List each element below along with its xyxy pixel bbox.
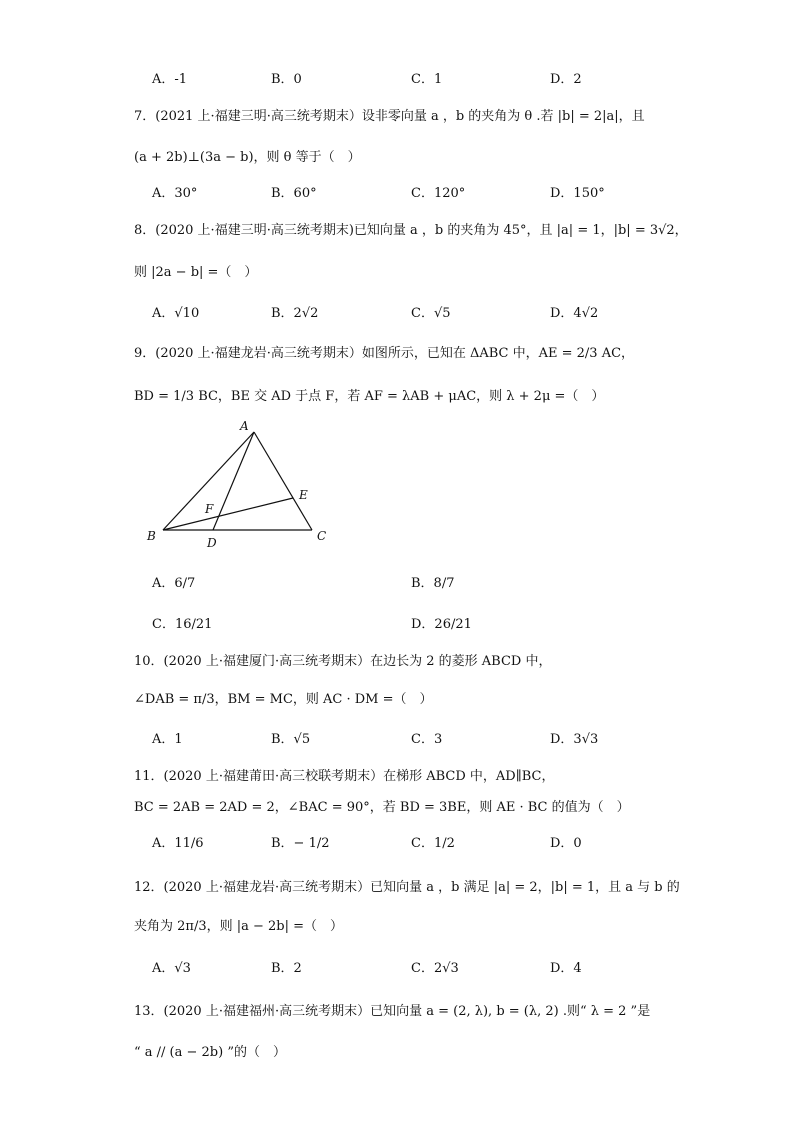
segment-ad [213, 432, 254, 530]
q12-options [0, 957, 794, 977]
q12-option-d: D．4 [550, 961, 582, 976]
q12-stem-line2: 夹角为 2π/3，则 |a − 2b| =（ ） [134, 919, 344, 934]
q13-stem-line1: 13．(2020 上·福建福州·高三统考期末）已知向量 a = (2, λ), b = (λ, 2) .则“ λ = 2 ”是 [134, 1004, 651, 1019]
q12-stem-line1: 12．(2020 上·福建龙岩·高三统考期末）已知向量 a ，b 满足 |a| = 2，|b| = 1，且 a 与 b 的 [134, 880, 680, 895]
q7-option-a: A．30° [152, 186, 198, 201]
q10-option-c: C．3 [411, 732, 443, 747]
label-a: A [240, 419, 249, 433]
side-ac [254, 432, 312, 530]
q11-option-c: C．1/2 [411, 836, 455, 851]
q7-option-b: B．60° [271, 186, 317, 201]
q12-option-c: C．2√3 [411, 961, 459, 976]
q6-options [0, 68, 794, 88]
label-b: B [147, 529, 156, 543]
q9-options-row2 [0, 613, 794, 633]
q9-stem-line1: 9．(2020 上·福建龙岩·高三统考期末）如图所示，已知在 ΔABC 中，AE = 2/3 AC， [134, 346, 635, 361]
q8-option-c: C．√5 [411, 306, 451, 321]
q10-option-a: A．1 [152, 732, 183, 747]
q11-option-b: B．− 1/2 [271, 836, 330, 851]
q7-option-d: D．150° [550, 186, 605, 201]
q9-option-d: D．26/21 [411, 617, 472, 632]
q10-option-d: D．3√3 [550, 732, 599, 747]
label-d: D [207, 536, 217, 550]
q6-option-a: A．-1 [152, 72, 188, 87]
label-f: F [205, 502, 214, 516]
q8-options [0, 302, 794, 322]
q8-option-b: B．2√2 [271, 306, 319, 321]
q9-option-c: C．16/21 [152, 617, 213, 632]
q6-option-c: C．1 [411, 72, 443, 87]
q7-option-c: C．120° [411, 186, 466, 201]
q10-options [0, 728, 794, 748]
q7-stem-line1: 7．(2021 上·福建三明·高三统考期末）设非零向量 a ，b 的夹角为 θ .若 |b| = 2|a|，且 [134, 109, 645, 124]
q10-stem-line1: 10．(2020 上·福建厦门·高三统考期末）在边长为 2 的菱形 ABCD 中， [134, 654, 552, 669]
q12-option-a: A．√3 [152, 961, 191, 976]
triangle-figure [140, 415, 340, 555]
q8-option-d: D．4√2 [550, 306, 599, 321]
q11-stem-line1: 11．(2020 上·福建莆田·高三校联考期末）在梯形 ABCD 中，AD∥BC， [134, 769, 555, 784]
q7-stem-line2: (a + 2b)⊥(3a − b)，则 θ 等于（ ） [134, 150, 361, 165]
q11-option-a: A．11/6 [152, 836, 204, 851]
label-c: C [317, 529, 327, 543]
q9-options-row1 [0, 572, 794, 592]
segment-be [163, 498, 293, 530]
q8-stem-line1: 8．(2020 上·福建三明·高三统考期末)已知向量 a ，b 的夹角为 45°，且 |a| = 1，|b| = 3√2， [134, 223, 688, 238]
label-e: E [299, 488, 308, 502]
q7-options [0, 182, 794, 202]
q10-option-b: B．√5 [271, 732, 311, 747]
q9-option-a: A．6/7 [152, 576, 196, 591]
q13-stem-line2: “ a // (a − 2b) ”的（ ） [134, 1045, 286, 1060]
q9-stem-line2: BD = 1/3 BC，BE 交 AD 于点 F，若 AF = λAB + μAC，则 λ + 2μ =（ ） [134, 389, 605, 404]
q11-option-d: D．0 [550, 836, 582, 851]
q8-stem-line2: 则 |2a − b| =（ ） [134, 265, 258, 280]
q9-option-b: B．8/7 [411, 576, 455, 591]
q6-option-b: B．0 [271, 72, 302, 87]
q10-stem-line2: ∠DAB = π/3，BM = MC，则 AC · DM =（ ） [134, 692, 433, 707]
q12-option-b: B．2 [271, 961, 302, 976]
q8-option-a: A．√10 [152, 306, 200, 321]
q11-stem-line2: BC = 2AB = 2AD = 2，∠BAC = 90°，若 BD = 3BE，则 AE · BC 的值为（ ） [134, 800, 630, 815]
q11-options [0, 832, 794, 852]
q6-option-d: D．2 [550, 72, 582, 87]
